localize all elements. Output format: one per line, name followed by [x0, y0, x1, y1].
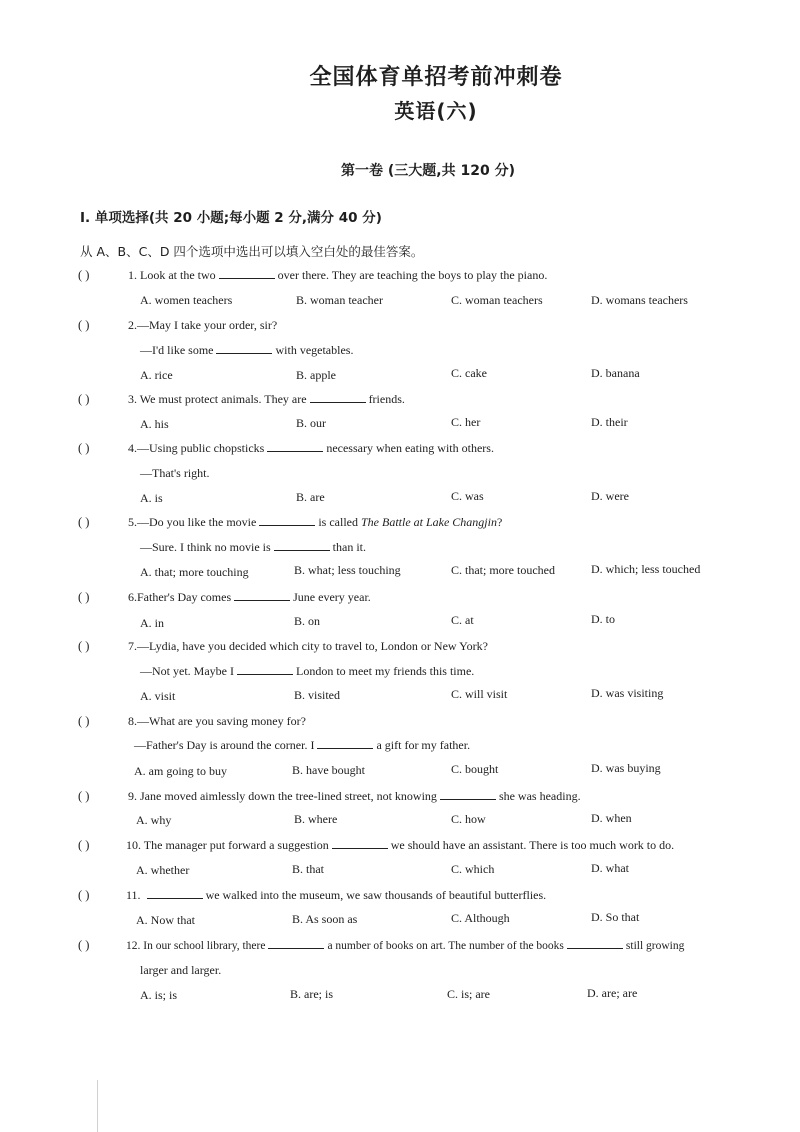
question-4: 4.—Using public chopsticks necessary when eating with others. [128, 441, 494, 455]
question-2: 2.—May I take your order, sir? [128, 318, 278, 332]
option-d[interactable]: D. was buying [591, 761, 661, 775]
answer-paren[interactable]: ( ) [78, 789, 90, 803]
option-a[interactable]: A. why [136, 813, 172, 827]
option-d[interactable]: D. when [591, 811, 632, 825]
option-b[interactable]: B. our [296, 416, 326, 430]
question-7: 7.—Lydia, have you decided which city to travel to, London or New York? [128, 639, 488, 653]
question-12-line: larger and larger. [140, 963, 222, 977]
exam-title: 全国体育单招考前冲刺卷 [309, 65, 563, 90]
question-6: 6.Father's Day comes June every year. [128, 590, 371, 604]
question-8-line: —Father's Day is around the corner. I a gift for my father. [134, 738, 471, 752]
option-a[interactable]: A. whether [136, 863, 190, 877]
question-12: 12. In our school library, there a number of books on art. The number of the books still growing [126, 940, 685, 952]
option-b[interactable]: B. visited [294, 688, 341, 702]
option-c[interactable]: C. Although [451, 911, 510, 925]
option-c[interactable]: C. at [451, 613, 474, 627]
option-d[interactable]: D. So that [591, 910, 640, 924]
option-d[interactable]: D. what [591, 861, 629, 875]
option-c[interactable]: C. was [451, 489, 484, 503]
option-d[interactable]: D. to [591, 612, 615, 626]
option-a[interactable]: A. is; is [140, 988, 178, 1002]
option-b[interactable]: B. on [294, 614, 321, 628]
answer-paren[interactable]: ( ) [78, 838, 90, 852]
option-c[interactable]: C. her [451, 415, 481, 429]
option-a[interactable]: A. that; more touching [140, 565, 249, 579]
question-2-line: —I'd like some with vegetables. [140, 343, 354, 357]
answer-paren[interactable]: ( ) [78, 639, 90, 653]
question-9: 9. Jane moved aimlessly down the tree-lined street, not knowing she was heading. [128, 789, 581, 803]
section-title: Ⅰ. 单项选择(共 20 小题;每小题 2 分,满分 40 分) [80, 210, 382, 226]
answer-paren[interactable]: ( ) [78, 515, 90, 529]
option-b[interactable]: B. apple [296, 368, 336, 382]
option-a[interactable]: A. women teachers [140, 293, 233, 307]
option-a[interactable]: A. Now that [136, 913, 195, 927]
option-a[interactable]: A. am going to buy [134, 764, 227, 778]
answer-paren[interactable]: ( ) [78, 888, 90, 902]
option-d[interactable]: D. which; less touched [591, 562, 701, 576]
question-5-line: —Sure. I think no movie is than it. [140, 540, 366, 554]
option-c[interactable]: C. cake [451, 366, 487, 380]
option-b[interactable]: B. As soon as [292, 912, 358, 926]
option-d[interactable]: D. womans teachers [591, 293, 688, 307]
option-b[interactable]: B. woman teacher [296, 293, 383, 307]
answer-paren[interactable]: ( ) [78, 441, 90, 455]
exam-subtitle: 英语(六) [394, 99, 478, 123]
binding-margin-line [97, 1080, 98, 1132]
part-heading: 第一卷 (三大题,共 120 分) [341, 163, 515, 179]
question-7-line: —Not yet. Maybe I London to meet my friends this time. [140, 664, 475, 678]
answer-paren[interactable]: ( ) [78, 590, 90, 604]
option-b[interactable]: B. have bought [292, 763, 365, 777]
section-instruction: 从 A、B、C、D 四个选项中选出可以填入空白处的最佳答案。 [80, 244, 424, 259]
answer-paren[interactable]: ( ) [78, 714, 90, 728]
option-a[interactable]: A. visit [140, 689, 176, 703]
option-d[interactable]: D. were [591, 489, 629, 503]
answer-paren[interactable]: ( ) [78, 268, 90, 282]
question-1: 1. Look at the two over there. They are teaching the boys to play the piano. [128, 268, 548, 282]
answer-paren[interactable]: ( ) [78, 318, 90, 332]
option-a[interactable]: A. is [140, 491, 163, 505]
option-d[interactable]: D. banana [591, 366, 640, 380]
option-d[interactable]: D. their [591, 415, 628, 429]
option-c[interactable]: C. that; more touched [451, 563, 555, 577]
option-d[interactable]: D. are; are [587, 986, 638, 1000]
question-4-line: —That's right. [140, 466, 210, 480]
option-c[interactable]: C. how [451, 812, 486, 826]
option-a[interactable]: A. rice [140, 368, 173, 382]
answer-paren[interactable]: ( ) [78, 392, 90, 406]
option-c[interactable]: C. bought [451, 762, 499, 776]
answer-paren[interactable]: ( ) [78, 938, 90, 952]
option-b[interactable]: B. where [294, 812, 338, 826]
option-a[interactable]: A. his [140, 417, 169, 431]
option-b[interactable]: B. are [296, 490, 325, 504]
option-d[interactable]: D. was visiting [591, 686, 664, 700]
question-10: 10. The manager put forward a suggestion we should have an assistant. There is too much work to do. [126, 838, 675, 852]
option-a[interactable]: A. in [140, 616, 164, 630]
question-3: 3. We must protect animals. They are friends. [128, 392, 405, 406]
option-c[interactable]: C. will visit [451, 687, 508, 701]
question-11: 11. we walked into the museum, we saw thousands of beautiful butterflies. [126, 888, 547, 902]
option-b[interactable]: B. are; is [290, 987, 333, 1001]
option-c[interactable]: C. is; are [447, 987, 490, 1001]
option-b[interactable]: B. that [292, 862, 324, 876]
question-8: 8.—What are you saving money for? [128, 714, 306, 728]
option-c[interactable]: C. which [451, 862, 495, 876]
option-c[interactable]: C. woman teachers [451, 293, 543, 307]
question-5: 5.—Do you like the movie is called The Battle at Lake Changjin? [128, 515, 503, 529]
option-b[interactable]: B. what; less touching [294, 563, 401, 577]
